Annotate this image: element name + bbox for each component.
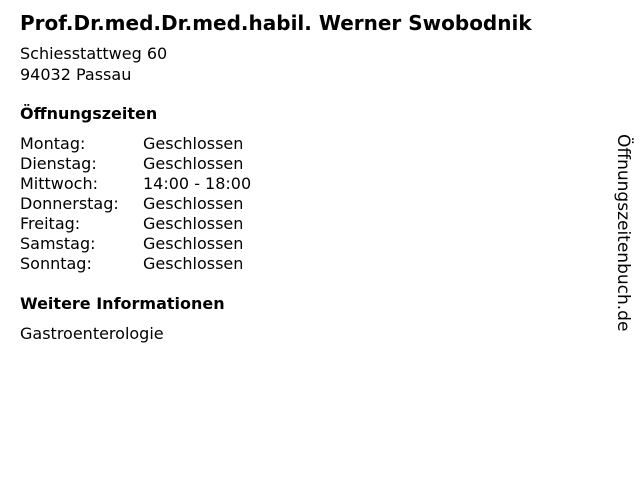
day-label: Donnerstag: [20,194,119,213]
day-hours: 14:00 - 18:00 [143,174,252,193]
day-label: Sonntag: [20,254,92,273]
hours-row-wednesday [20,174,251,194]
day-label: Freitag: [20,214,81,233]
hours-row-tuesday [20,154,251,174]
opening-hours-table [20,134,251,274]
day-hours: Geschlossen [143,154,244,173]
hours-row-monday [20,134,251,154]
day-label: Montag: [20,134,86,153]
opening-hours-heading: Öffnungszeiten [20,104,158,123]
hours-row-friday [20,214,251,234]
address-street: Schiesstattweg 60 [20,44,168,63]
day-label: Samstag: [20,234,96,253]
hours-row-sunday [20,254,251,274]
page-title: Prof.Dr.med.Dr.med.habil. Werner Swobodnik [20,11,532,35]
address [20,43,167,85]
hours-row-saturday [20,234,251,254]
day-hours: Geschlossen [143,134,244,153]
day-hours: Geschlossen [143,254,244,273]
day-label: Dienstag: [20,154,97,173]
day-label: Mittwoch: [20,174,98,193]
day-hours: Geschlossen [143,194,244,213]
address-city: 94032 Passau [20,65,132,84]
day-hours: Geschlossen [143,234,244,253]
day-hours: Geschlossen [143,214,244,233]
further-info-text: Gastroenterologie [20,324,164,343]
further-info-heading: Weitere Informationen [20,294,225,313]
site-watermark: Öffnungszeitenbuch.de [613,134,633,332]
hours-row-thursday [20,194,251,214]
